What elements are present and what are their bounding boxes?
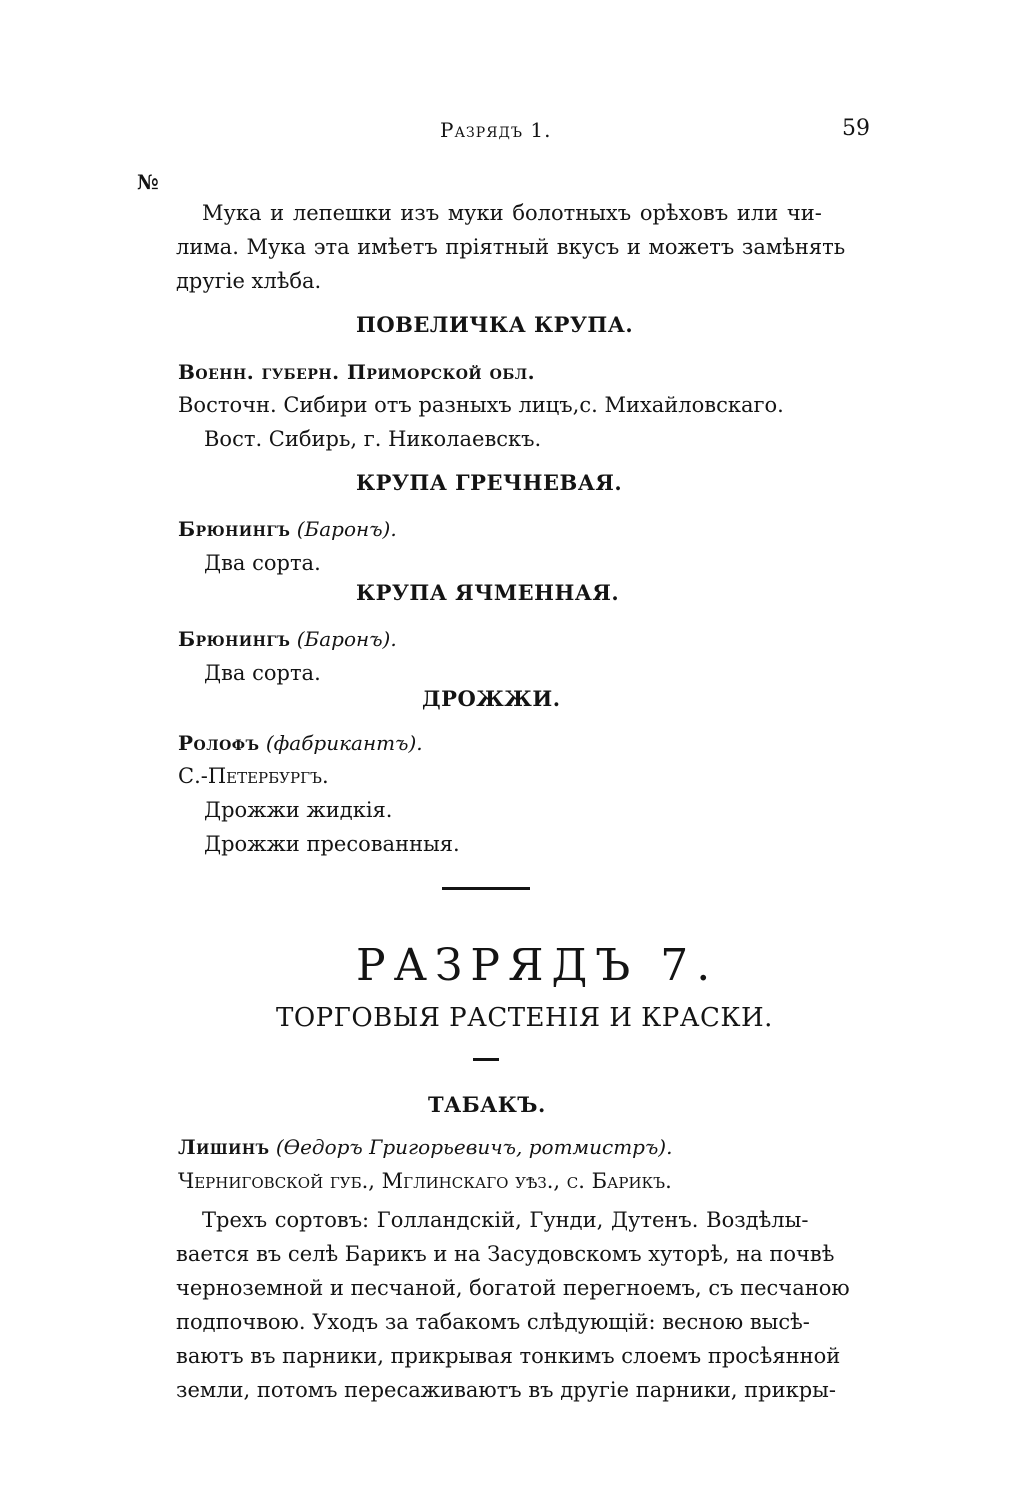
entry-line: Дрожжи пресованныя. — [204, 832, 460, 856]
paragraph-line: ваютъ въ парники, прикрывая тонкимъ слоемъ просѣянной — [176, 1344, 841, 1368]
entry-line: С.-Петербургъ. — [178, 764, 329, 788]
paragraph-line: Трехъ сортовъ: Голландскій, Гунди, Дутенъ. Воздѣлы- — [202, 1208, 809, 1232]
exhibitor-name: Военн. губерн. Приморской обл. — [178, 360, 536, 384]
section-heading-povelichka: ПОВЕЛИЧКА КРУПА. — [356, 312, 634, 337]
paragraph-line: Мука и лепешки изъ муки болотныхъ орѣховъ или чи- — [202, 201, 822, 225]
paragraph-line: земли, потомъ пересаживаютъ въ другіе парники, прикры- — [176, 1378, 836, 1402]
section-heading-grechnevaya: КРУПА ГРЕЧНЕВАЯ. — [356, 470, 623, 495]
page-number: 59 — [842, 116, 870, 141]
section-heading-tabak: ТАБАКЪ. — [428, 1092, 546, 1117]
section7-subtitle: ТОРГОВЫЯ РАСТЕНІЯ И КРАСКИ. — [276, 1003, 773, 1033]
paragraph-line: подпочвою. Уходъ за табакомъ слѣдующій: весною высѣ- — [176, 1310, 810, 1334]
numero-mark: № — [137, 170, 159, 194]
exhibitor-name: Лишинъ — [178, 1135, 270, 1159]
paragraph-line: черноземной и песчаной, богатой перегноемъ, съ песчаною — [176, 1276, 850, 1300]
exhibitor-line — [178, 731, 423, 755]
exhibitor-role: (Баронъ). — [296, 627, 397, 651]
place-line: Черниговской губ., Мглинскаго уѣз., с. Барикъ. — [178, 1169, 672, 1193]
exhibitor-name: Ролофъ — [178, 731, 260, 755]
section-heading-yachmennaya: КРУПА ЯЧМЕННАЯ. — [356, 580, 620, 605]
exhibitor-role: (Ѳедоръ Григорьевичъ, ротмистръ). — [275, 1135, 673, 1159]
exhibitor-line — [178, 1135, 672, 1159]
exhibitor-name: Брюнингъ — [178, 517, 291, 541]
entry-line: Восточн. Сибири отъ разныхъ лицъ,с. Михайловскаго. — [178, 393, 784, 417]
exhibitor-line — [178, 517, 397, 541]
ornamental-rule — [442, 887, 530, 890]
paragraph-line: лима. Мука эта имѣетъ пріятный вкусъ и можетъ замѣнять — [176, 235, 846, 259]
running-head: Разрядъ 1. — [440, 118, 552, 142]
intro-paragraph — [176, 196, 866, 298]
entry-line: Дрожжи жидкія. — [204, 798, 393, 822]
exhibitor-line — [178, 627, 397, 651]
exhibitor-role: (фабрикантъ). — [265, 731, 423, 755]
short-rule — [473, 1058, 499, 1061]
entry-line: Вост. Сибирь, г. Николаевскъ. — [204, 427, 542, 451]
entry-line: Два сорта. — [204, 661, 321, 685]
exhibitor-line — [178, 360, 535, 384]
paragraph-line: другіе хлѣба. — [176, 269, 322, 293]
exhibitor-name: Брюнингъ — [178, 627, 291, 651]
entry-line: Два сорта. — [204, 551, 321, 575]
exhibitor-role: (Баронъ). — [296, 517, 397, 541]
tobacco-paragraph — [176, 1203, 866, 1407]
section7-title: РАЗРЯДЪ 7. — [356, 940, 719, 991]
paragraph-line: вается въ селѣ Барикъ и на Засудовскомъ хуторѣ, на почвѣ — [176, 1242, 835, 1266]
section-heading-drozhzhi: ДРОЖЖИ. — [422, 686, 561, 711]
